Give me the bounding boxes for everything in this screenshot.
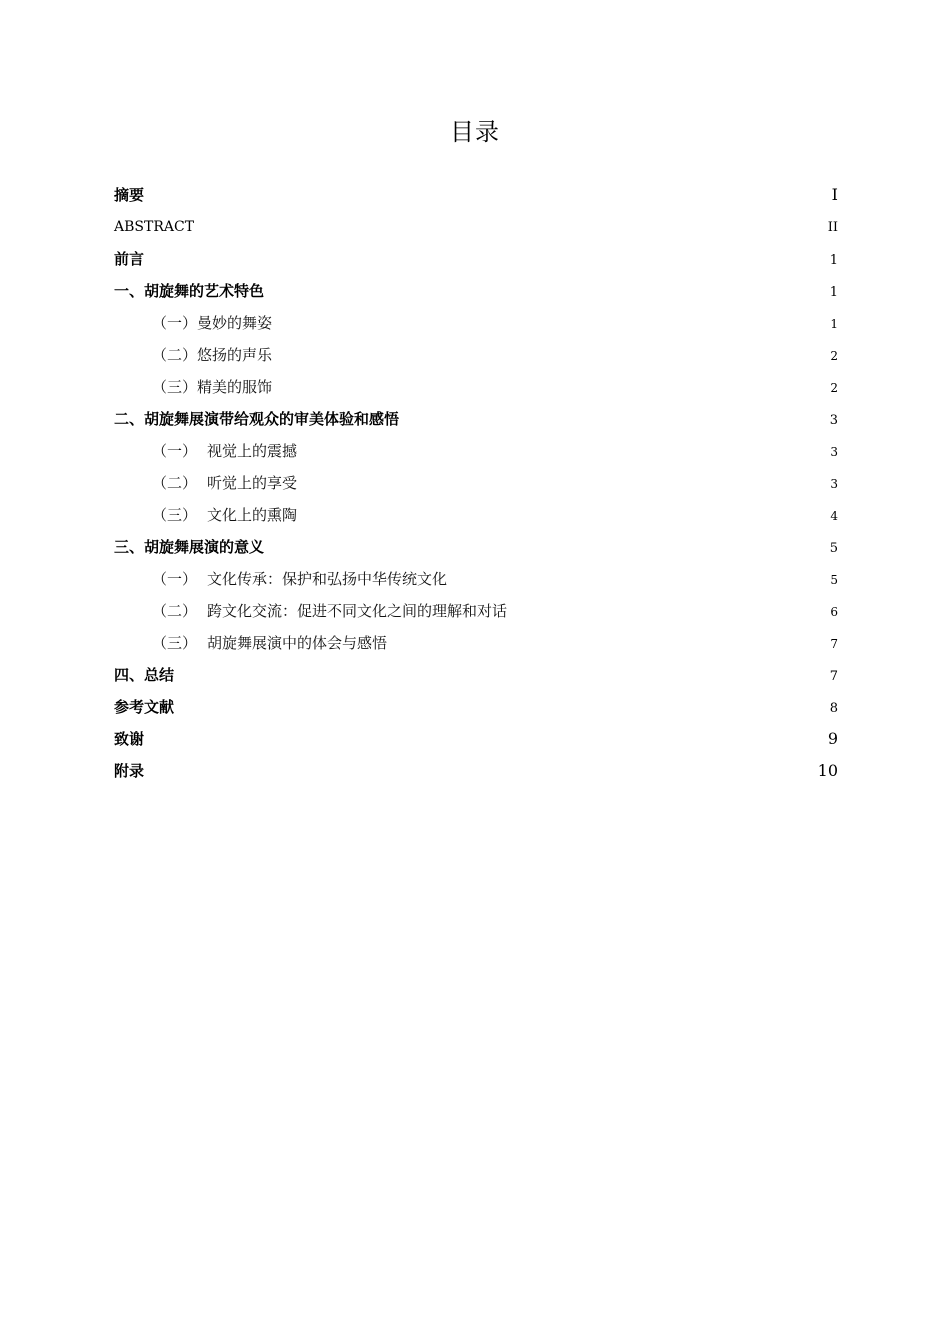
section-title: 曼妙的舞姿 — [197, 314, 273, 332]
toc-entry-section-1-3[interactable] — [114, 371, 838, 403]
table-of-contents — [114, 179, 838, 787]
toc-title: 目录 — [450, 118, 500, 146]
toc-entry-label — [152, 339, 272, 371]
toc-entry-label: 三、胡旋舞展演的意义 — [114, 538, 265, 556]
toc-entry-preface[interactable] — [114, 243, 838, 275]
toc-entry-page: 9 — [827, 729, 838, 748]
section-title: 悠扬的声乐 — [197, 346, 273, 364]
section-marker: （三） — [152, 378, 198, 396]
section-title: 文化传承：保护和弘扬中华传统文化 — [207, 570, 448, 588]
toc-entry-label: ABSTRACT — [114, 219, 195, 235]
toc-entry-label — [152, 307, 272, 339]
section-title: 听觉上的享受 — [207, 474, 298, 492]
toc-entry-chapter-2[interactable] — [114, 403, 838, 435]
toc-entry-section-2-2[interactable] — [114, 467, 838, 499]
section-title: 胡旋舞展演中的体会与感悟 — [207, 634, 388, 652]
toc-entry-label: 四、总结 — [114, 666, 175, 684]
toc-entry-section-2-3[interactable] — [114, 499, 838, 531]
section-marker: （三） — [152, 506, 198, 524]
toc-entry-label: 附录 — [114, 762, 145, 780]
toc-entry-label: 二、胡旋舞展演带给观众的审美体验和感悟 — [114, 410, 400, 428]
section-title: 文化上的熏陶 — [207, 506, 298, 524]
toc-entry-label — [152, 371, 272, 403]
toc-entry-page: 3 — [830, 445, 838, 459]
toc-entry-label — [152, 499, 297, 531]
toc-entry-section-3-3[interactable] — [114, 627, 838, 659]
toc-entry-chapter-1[interactable] — [114, 275, 838, 307]
toc-entry-conclusion[interactable] — [114, 659, 838, 691]
toc-entry-page: 1 — [829, 285, 838, 300]
toc-entry-page: II — [827, 220, 838, 235]
section-title: 精美的服饰 — [197, 378, 273, 396]
toc-entry-label — [152, 627, 387, 659]
section-title: 视觉上的震撼 — [207, 442, 298, 460]
section-marker: （三） — [152, 634, 198, 652]
toc-entry-page: 2 — [830, 381, 838, 395]
toc-entry-label — [152, 435, 297, 467]
toc-entry-appendix[interactable] — [114, 755, 838, 787]
toc-entry-page: I — [831, 185, 838, 204]
toc-entry-label — [152, 467, 297, 499]
toc-entry-page: 8 — [829, 701, 838, 716]
toc-entry-page: 3 — [830, 477, 838, 491]
toc-entry-page: 4 — [830, 509, 838, 523]
section-marker: （一） — [152, 314, 198, 332]
toc-entry-label — [152, 595, 507, 627]
toc-entry-page: 2 — [830, 349, 838, 363]
toc-entry-section-3-2[interactable] — [114, 595, 838, 627]
toc-entry-chapter-3[interactable] — [114, 531, 838, 563]
toc-entry-section-1-2[interactable] — [114, 339, 838, 371]
toc-entry-page: 7 — [830, 637, 838, 651]
toc-entry-page: 7 — [829, 669, 838, 684]
toc-entry-page: 3 — [829, 413, 838, 428]
section-marker: （二） — [152, 474, 198, 492]
toc-entry-references[interactable] — [114, 691, 838, 723]
toc-entry-page: 1 — [830, 317, 838, 331]
section-title: 跨文化交流：促进不同文化之间的理解和对话 — [207, 602, 508, 620]
toc-entry-label: 前言 — [114, 250, 145, 268]
toc-entry-page: 5 — [830, 573, 838, 587]
toc-entry-label: 参考文献 — [114, 698, 175, 716]
section-marker: （一） — [152, 442, 198, 460]
toc-entry-abstract-cn[interactable] — [114, 179, 838, 211]
toc-entry-label: 摘要 — [114, 186, 145, 204]
toc-entry-abstract-en[interactable] — [114, 211, 838, 243]
toc-entry-page: 10 — [817, 761, 838, 780]
toc-entry-section-1-1[interactable] — [114, 307, 838, 339]
section-marker: （一） — [152, 570, 198, 588]
section-marker: （二） — [152, 602, 198, 620]
toc-entry-label: 致谢 — [114, 730, 145, 748]
section-marker: （二） — [152, 346, 198, 364]
toc-entry-label — [152, 563, 447, 595]
toc-entry-label: 一、胡旋舞的艺术特色 — [114, 282, 265, 300]
toc-entry-page: 1 — [829, 253, 838, 268]
toc-entry-section-2-1[interactable] — [114, 435, 838, 467]
toc-entry-acknowledgements[interactable] — [114, 723, 838, 755]
toc-entry-page: 6 — [830, 605, 838, 619]
toc-entry-page: 5 — [829, 541, 838, 556]
toc-entry-section-3-1[interactable] — [114, 563, 838, 595]
